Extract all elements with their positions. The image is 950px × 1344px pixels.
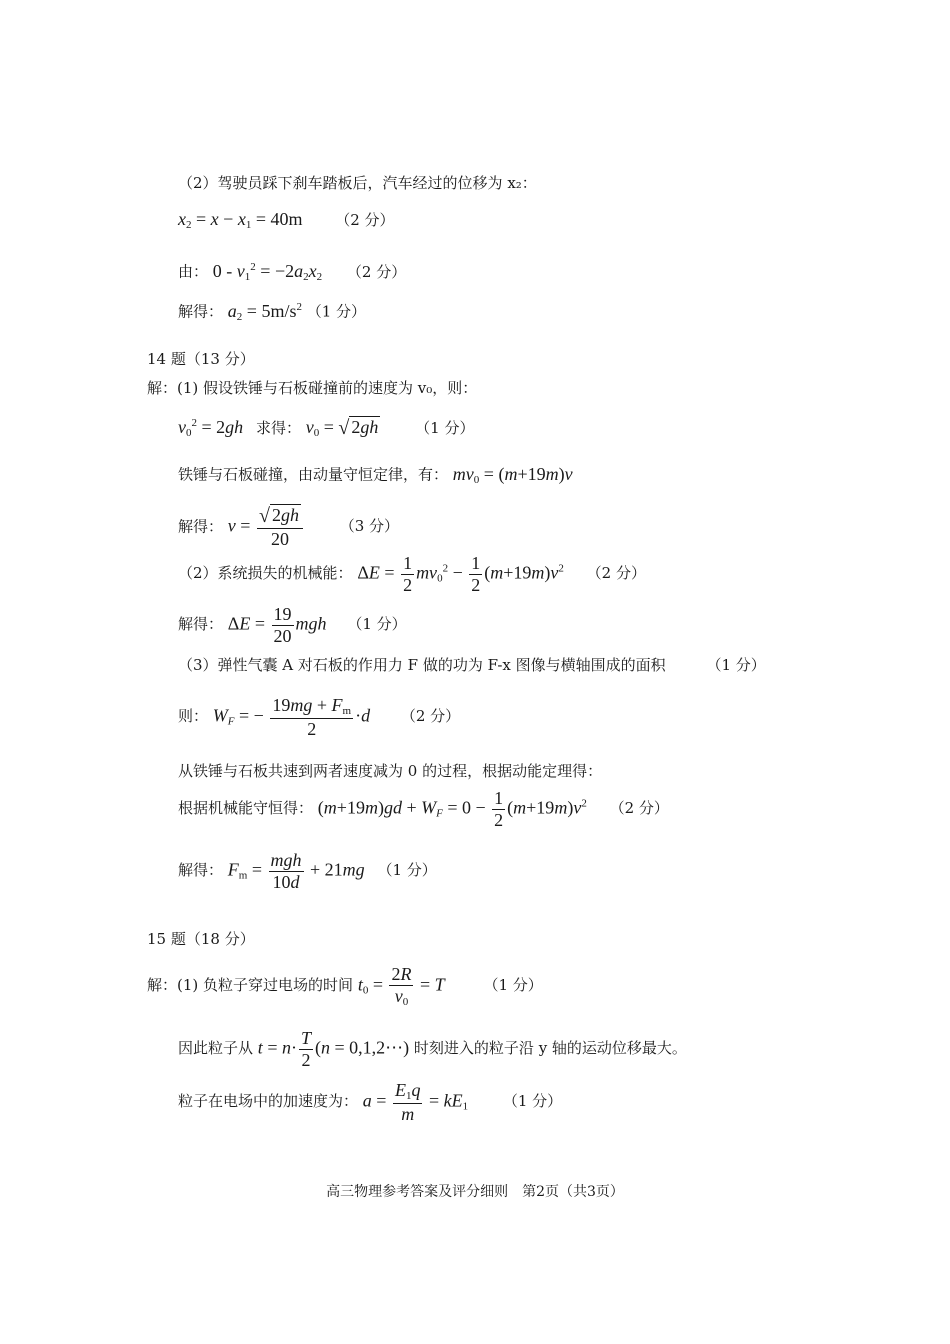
score-mark: （1 分） — [306, 302, 367, 321]
equation: $a_2 = 5m/s^2$ — [227, 301, 302, 323]
equation: ΔE = $\frac{19}{20}$ mgh — [227, 604, 327, 646]
equation: $0 - v_1^2 = -2a_2x_2$ — [212, 261, 323, 283]
line-label: 解得： — [178, 861, 224, 880]
line-label: 则： — [178, 707, 209, 726]
equation: $F_m$ = $\frac{\text{mgh}}{10d}$ + 21mg — [227, 850, 365, 892]
q14-part3-text — [178, 658, 766, 673]
line-label: 解得： — [178, 302, 224, 321]
q14-eq-velocity — [178, 505, 399, 550]
score-mark: （1 分） — [706, 656, 766, 674]
score-mark: （2 分） — [586, 564, 646, 583]
score-mark: （2 分） — [609, 799, 669, 818]
equation: $mv_0 = (m+19m)v$ — [452, 464, 573, 486]
part-intro-text: 解：(1) 假设铁锤与石板碰撞前的速度为 v₀，则： — [147, 379, 478, 397]
score-mark: （3 分） — [339, 517, 400, 536]
equation: $W_F$ = − $\frac{19mg + F_m}{2}$ ·d — [212, 695, 371, 739]
question-heading: 15 题（18 分） — [147, 930, 255, 948]
equation: t = n· $\frac{T}{2}$ (n = 0,1,2⋯) — [257, 1028, 410, 1070]
equation: $(m+19m)gd + W_F = 0$ − $\frac{1}{2}$ $(m+19m)v^2$ — [317, 788, 587, 830]
score-mark: （1 分） — [483, 976, 543, 995]
question-heading: 14 题（13 分） — [147, 350, 255, 368]
equation: ΔE = $\frac{1}{2}$ $mv_0^2$ − $\frac{1}{2}$ $(m+19m)v^2$ — [357, 553, 564, 595]
q14-heading — [147, 352, 255, 367]
line-connector: 求得： — [255, 418, 301, 437]
line-text: 时刻进入的粒子沿 y 轴的运动位移最大。 — [413, 1039, 687, 1058]
line-label: 解：(1) 负粒子穿过电场的时间 — [147, 976, 354, 995]
line-label: 解得： — [178, 615, 224, 634]
line-label: 根据机械能守恒得： — [178, 799, 314, 818]
score-mark: （2 分） — [400, 707, 461, 726]
q15-heading — [147, 932, 255, 947]
score-mark: （1 分） — [415, 418, 475, 437]
equation: $v_0^2 = 2gh$ — [178, 417, 244, 439]
equation: $x_2 = x - x_1 = 40m$ — [178, 209, 303, 231]
equation: $t_0$ = $\frac{2R}{v_0}$ = T — [357, 964, 445, 1008]
q13-eq-displacement — [178, 210, 395, 231]
q13-part2-intro-text: （2）驾驶员踩下刹车踏板后，汽车经过的位移为 x₂： — [178, 174, 537, 192]
line-label: （2）系统损失的机械能： — [178, 564, 353, 583]
q15-eq-acceleration — [178, 1080, 562, 1124]
score-mark: （1 分） — [347, 615, 407, 634]
part-intro-text: （3）弹性气囊 A 对石板的作用力 F 做的功为 F-x 图像与横轴围成的面积 — [178, 656, 666, 674]
q14-eq-energy-result — [178, 604, 407, 646]
line-label: 解得： — [178, 517, 224, 536]
q14-part2-energy-loss — [178, 553, 646, 595]
q14-eq-force-result — [178, 850, 437, 892]
page-footer: 高三物理参考答案及评分细则 第2页（共3页） — [326, 1184, 624, 1200]
q14-eq-work — [178, 695, 460, 739]
line-text: 铁锤与石板碰撞，由动量守恒定律，有： — [178, 465, 449, 484]
score-mark: （1 分） — [377, 861, 437, 880]
line-text: 从铁锤与石板共速到两者速度减为 0 的过程，根据动能定理得： — [178, 762, 603, 780]
score-mark: （2 分） — [335, 210, 395, 229]
score-mark: （1 分） — [502, 1092, 563, 1111]
q14-eq-momentum — [178, 465, 573, 486]
q14-eq-conservation — [178, 788, 669, 830]
equation: v = $\frac{√ 2gh}{20}$ — [228, 505, 305, 550]
line-label: 粒子在电场中的加速度为： — [178, 1092, 359, 1111]
q14-work-energy-text — [178, 764, 602, 779]
q13-eq-kinematic — [178, 262, 406, 283]
score-mark: （2 分） — [346, 262, 407, 281]
q13-part2-intro — [178, 176, 537, 191]
q15-eq-entry-time — [178, 1028, 687, 1070]
q13-eq-result — [178, 302, 366, 323]
q14-part1-intro — [147, 381, 477, 396]
line-label: 由： — [178, 262, 209, 281]
equation: a = $\frac{E_1q}{m}$ = $kE_1$ — [362, 1080, 469, 1124]
equation: $v_0$ = √ 2gh — [305, 417, 379, 439]
line-text: 因此粒子从 — [178, 1039, 254, 1058]
q14-eq-v0 — [178, 418, 474, 439]
q15-eq-time — [147, 964, 543, 1008]
